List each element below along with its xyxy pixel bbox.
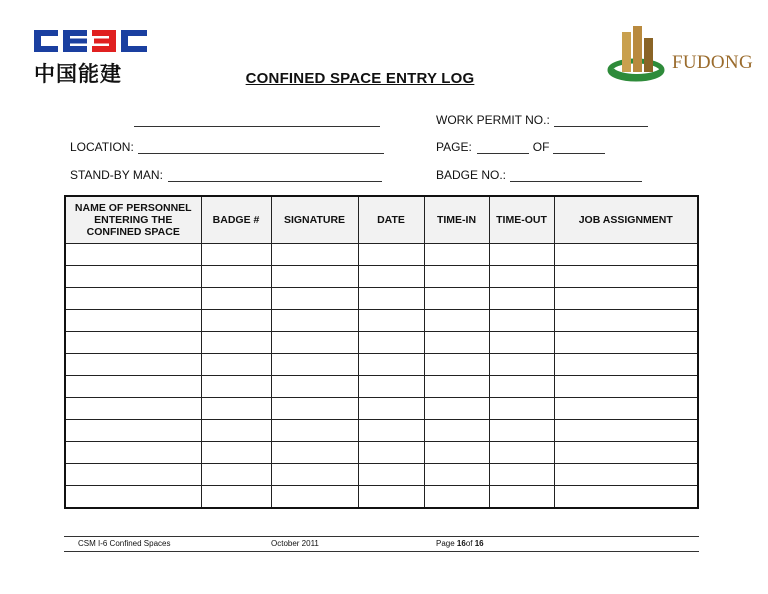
table-cell[interactable] bbox=[424, 332, 489, 354]
table-cell[interactable] bbox=[271, 464, 358, 486]
table-cell[interactable] bbox=[554, 354, 698, 376]
col-header-signature: SIGNATURE bbox=[271, 196, 358, 244]
table-row bbox=[65, 464, 698, 486]
work-permit-label: WORK PERMIT NO.: bbox=[436, 113, 550, 127]
table-cell[interactable] bbox=[65, 486, 201, 509]
badge-no-input[interactable] bbox=[510, 169, 642, 182]
table-cell[interactable] bbox=[489, 266, 554, 288]
table-cell[interactable] bbox=[271, 486, 358, 509]
table-cell[interactable] bbox=[65, 442, 201, 464]
table-row bbox=[65, 354, 698, 376]
table-cell[interactable] bbox=[201, 398, 271, 420]
footer-page-info bbox=[436, 537, 484, 551]
table-cell[interactable] bbox=[271, 332, 358, 354]
table-cell[interactable] bbox=[554, 310, 698, 332]
table-cell[interactable] bbox=[358, 376, 424, 398]
footer-page-num: 16 bbox=[456, 539, 466, 548]
standby-label: STAND-BY MAN: bbox=[70, 168, 163, 182]
table-cell[interactable] bbox=[358, 442, 424, 464]
table-row bbox=[65, 486, 698, 509]
table-header-row bbox=[65, 196, 698, 244]
table-cell[interactable] bbox=[201, 332, 271, 354]
table-cell[interactable] bbox=[271, 288, 358, 310]
location-label: LOCATION: bbox=[70, 140, 134, 154]
page-number-input[interactable] bbox=[477, 141, 529, 154]
col-header-badge: BADGE # bbox=[201, 196, 271, 244]
table-cell[interactable] bbox=[65, 464, 201, 486]
table-cell[interactable] bbox=[489, 310, 554, 332]
table-cell[interactable] bbox=[424, 354, 489, 376]
table-cell[interactable] bbox=[424, 486, 489, 509]
table-cell[interactable] bbox=[554, 332, 698, 354]
table-cell[interactable] bbox=[201, 376, 271, 398]
table-cell[interactable] bbox=[358, 420, 424, 442]
table-cell[interactable] bbox=[271, 354, 358, 376]
table-cell[interactable] bbox=[201, 244, 271, 266]
col-header-date: DATE bbox=[358, 196, 424, 244]
table-cell[interactable] bbox=[271, 376, 358, 398]
table-cell[interactable] bbox=[65, 244, 201, 266]
table-cell[interactable] bbox=[358, 398, 424, 420]
table-cell[interactable] bbox=[554, 442, 698, 464]
table-cell[interactable] bbox=[554, 486, 698, 509]
col-header-time-in: TIME-IN bbox=[424, 196, 489, 244]
standby-input[interactable] bbox=[168, 169, 382, 182]
table-cell[interactable] bbox=[271, 442, 358, 464]
table-cell[interactable] bbox=[358, 486, 424, 509]
table-cell[interactable] bbox=[201, 486, 271, 509]
table-cell[interactable] bbox=[201, 464, 271, 486]
table-cell[interactable] bbox=[424, 310, 489, 332]
table-cell[interactable] bbox=[489, 398, 554, 420]
table-cell[interactable] bbox=[554, 420, 698, 442]
table-cell[interactable] bbox=[424, 376, 489, 398]
table-cell[interactable] bbox=[271, 420, 358, 442]
table-cell[interactable] bbox=[65, 398, 201, 420]
table-cell[interactable] bbox=[271, 398, 358, 420]
table-cell[interactable] bbox=[424, 442, 489, 464]
table-cell[interactable] bbox=[271, 244, 358, 266]
table-cell[interactable] bbox=[489, 288, 554, 310]
table-cell[interactable] bbox=[424, 288, 489, 310]
table-cell[interactable] bbox=[65, 332, 201, 354]
table-cell[interactable] bbox=[358, 266, 424, 288]
table-cell[interactable] bbox=[424, 398, 489, 420]
table-body bbox=[65, 244, 698, 509]
table-cell[interactable] bbox=[358, 244, 424, 266]
work-permit-input[interactable] bbox=[554, 114, 648, 127]
table-row bbox=[65, 376, 698, 398]
table-cell[interactable] bbox=[65, 354, 201, 376]
table-cell[interactable] bbox=[424, 266, 489, 288]
table-cell[interactable] bbox=[489, 244, 554, 266]
table-cell[interactable] bbox=[65, 420, 201, 442]
table-cell[interactable] bbox=[201, 266, 271, 288]
col-header-name: NAME OF PERSONNEL ENTERING THE CONFINED SPACE bbox=[65, 196, 201, 244]
table-cell[interactable] bbox=[358, 464, 424, 486]
page-of-label: OF bbox=[532, 140, 550, 154]
table-cell[interactable] bbox=[358, 310, 424, 332]
badge-no-label: BADGE NO.: bbox=[436, 168, 507, 182]
page-footer bbox=[64, 536, 699, 552]
table-row bbox=[65, 420, 698, 442]
page-total-input[interactable] bbox=[553, 141, 605, 154]
table-cell[interactable] bbox=[201, 442, 271, 464]
table-cell[interactable] bbox=[65, 310, 201, 332]
table-row bbox=[65, 398, 698, 420]
table-cell[interactable] bbox=[65, 376, 201, 398]
ceec-chinese-name: 中国能建 bbox=[34, 62, 122, 86]
table-cell[interactable] bbox=[489, 486, 554, 509]
footer-doc-ref: CSM I-6 Confined Spaces bbox=[78, 539, 171, 548]
table-cell[interactable] bbox=[271, 310, 358, 332]
footer-date: October 2011 bbox=[271, 539, 319, 548]
table-cell[interactable] bbox=[358, 354, 424, 376]
table-cell[interactable] bbox=[424, 420, 489, 442]
table-cell[interactable] bbox=[424, 464, 489, 486]
table-cell[interactable] bbox=[201, 288, 271, 310]
table-cell[interactable] bbox=[554, 244, 698, 266]
footer-page-prefix: Page bbox=[436, 539, 455, 548]
footer-page-of: of bbox=[465, 539, 473, 548]
table-cell[interactable] bbox=[489, 464, 554, 486]
table-cell[interactable] bbox=[201, 310, 271, 332]
table-row bbox=[65, 244, 698, 266]
table-cell[interactable] bbox=[489, 354, 554, 376]
table-cell[interactable] bbox=[424, 244, 489, 266]
footer-page-total: 16 bbox=[474, 539, 484, 548]
badge-no-field bbox=[436, 168, 642, 182]
table-cell[interactable] bbox=[201, 420, 271, 442]
table-row bbox=[65, 442, 698, 464]
table-cell[interactable] bbox=[358, 332, 424, 354]
table-cell[interactable] bbox=[65, 266, 201, 288]
table-cell[interactable] bbox=[201, 354, 271, 376]
entry-log-table bbox=[64, 195, 699, 509]
untitled-blank-line[interactable] bbox=[134, 114, 380, 127]
table-cell[interactable] bbox=[554, 288, 698, 310]
col-header-job-assignment: JOB ASSIGNMENT bbox=[554, 196, 698, 244]
table-row bbox=[65, 332, 698, 354]
table-cell[interactable] bbox=[489, 332, 554, 354]
page-label: PAGE: bbox=[436, 140, 472, 154]
table-cell[interactable] bbox=[358, 288, 424, 310]
table-row bbox=[65, 266, 698, 288]
table-cell[interactable] bbox=[554, 464, 698, 486]
page-title: CONFINED SPACE ENTRY LOG bbox=[245, 70, 475, 87]
table-cell[interactable] bbox=[554, 266, 698, 288]
table-cell[interactable] bbox=[489, 420, 554, 442]
standby-field bbox=[70, 168, 382, 182]
location-input[interactable] bbox=[138, 141, 384, 154]
table-cell[interactable] bbox=[489, 442, 554, 464]
col-header-time-out: TIME-OUT bbox=[489, 196, 554, 244]
location-field bbox=[70, 140, 384, 154]
work-permit-field bbox=[436, 113, 648, 127]
table-cell[interactable] bbox=[271, 266, 358, 288]
page-field bbox=[436, 140, 605, 154]
table-row bbox=[65, 310, 698, 332]
table-cell[interactable] bbox=[65, 288, 201, 310]
table-row bbox=[65, 288, 698, 310]
table-cell[interactable] bbox=[554, 376, 698, 398]
table-cell[interactable] bbox=[554, 398, 698, 420]
fudong-wordmark: FUDONG bbox=[672, 52, 753, 73]
table-cell[interactable] bbox=[489, 376, 554, 398]
